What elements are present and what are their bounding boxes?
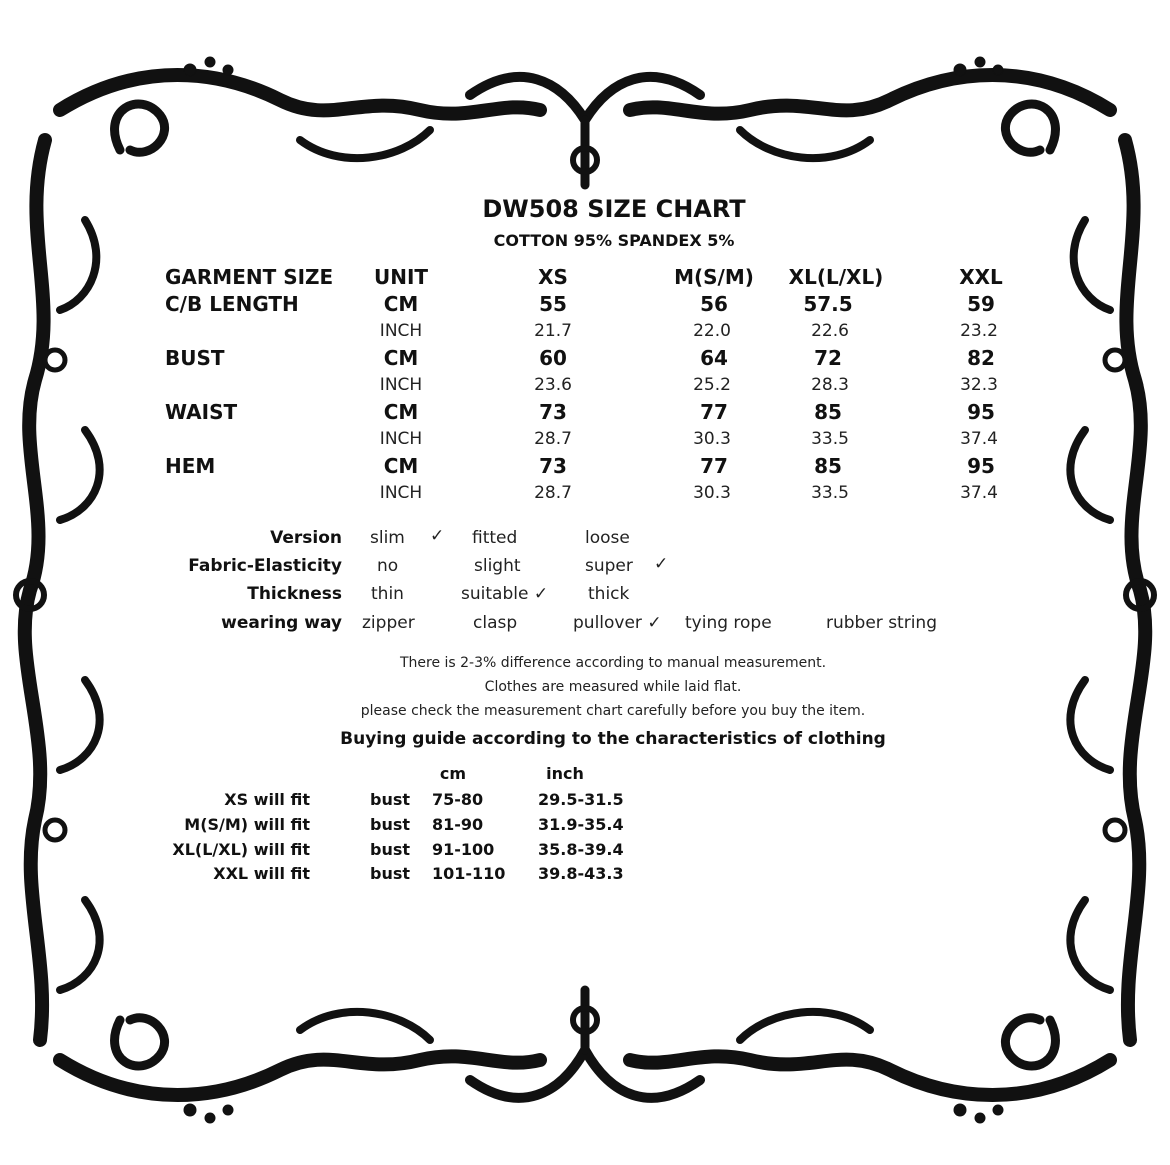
cm-value: 60 <box>539 346 567 370</box>
inch-value: 28.7 <box>534 483 572 503</box>
guide-size: XXL will fit <box>213 864 310 883</box>
check-mark: ✓ <box>654 554 669 574</box>
unit-cm: CM <box>383 292 419 316</box>
attr-label-fabric-elasticity: Fabric-Elasticity <box>188 556 342 576</box>
attr-option: no <box>377 556 399 576</box>
cm-value: 85 <box>814 400 842 424</box>
inch-value: 23.2 <box>960 321 998 341</box>
buying-guide-title: Buying guide according to the characteristics of clothing <box>340 729 886 749</box>
note-line: Clothes are measured while laid flat. <box>484 679 742 695</box>
attr-option: slim <box>370 528 405 548</box>
unit-cm: CM <box>383 400 419 424</box>
measure-label-waist: WAIST <box>165 400 238 424</box>
attr-option: suitable ✓ <box>461 584 549 604</box>
inch-value: 23.6 <box>534 375 572 395</box>
cm-value: 82 <box>967 346 995 370</box>
measure-label-cb-length: C/B LENGTH <box>165 292 299 316</box>
guide-cm: 101-110 <box>432 864 506 883</box>
guide-size: M(S/M) will fit <box>184 815 310 834</box>
attr-label-thickness: Thickness <box>247 584 342 604</box>
guide-cm: 91-100 <box>432 840 495 859</box>
inch-value: 28.7 <box>534 429 572 449</box>
inch-value: 32.3 <box>960 375 998 395</box>
fabric-composition: COTTON 95% SPANDEX 5% <box>493 231 735 250</box>
cm-value: 64 <box>700 346 728 370</box>
cm-value: 77 <box>700 400 728 424</box>
attr-option: clasp <box>473 613 518 633</box>
attr-option: fitted <box>472 528 518 548</box>
attr-option: loose <box>585 528 630 548</box>
cm-value: 56 <box>700 292 728 316</box>
measure-label-hem: HEM <box>165 454 216 478</box>
cm-value: 73 <box>539 454 567 478</box>
guide-part: bust <box>370 864 411 883</box>
inch-value: 28.3 <box>811 375 849 395</box>
cm-value: 95 <box>967 454 995 478</box>
inch-value: 37.4 <box>960 429 998 449</box>
check-mark: ✓ <box>430 526 445 546</box>
inch-value: 25.2 <box>693 375 731 395</box>
guide-size: XS will fit <box>224 790 310 809</box>
attr-option: tying rope <box>685 613 772 633</box>
guide-part: bust <box>370 815 411 834</box>
note-line: There is 2-3% difference according to manual measurement. <box>399 655 827 671</box>
attr-option: thin <box>371 584 404 604</box>
cm-value: 73 <box>539 400 567 424</box>
attr-option: rubber string <box>826 613 937 633</box>
cm-value: 77 <box>700 454 728 478</box>
size-header-xl: XL(L/XL) <box>788 265 884 289</box>
cm-value: 55 <box>539 292 567 316</box>
inch-value: 30.3 <box>693 483 731 503</box>
attr-label-version: Version <box>270 528 342 548</box>
attr-option: pullover ✓ <box>573 613 662 633</box>
attr-option: zipper <box>362 613 415 633</box>
guide-cm: 81-90 <box>432 815 484 834</box>
guide-part: bust <box>370 790 411 809</box>
guide-inch: 31.9-35.4 <box>538 815 624 834</box>
unit-header: UNIT <box>373 265 429 289</box>
cm-value: 95 <box>967 400 995 424</box>
guide-col-inch: inch <box>546 764 584 783</box>
cm-value: 59 <box>967 292 995 316</box>
size-header-m: M(S/M) <box>674 265 754 289</box>
attr-option: super <box>585 556 633 576</box>
size-header-xs: XS <box>538 265 568 289</box>
measure-label-bust: BUST <box>165 346 225 370</box>
inch-value: 21.7 <box>534 321 572 341</box>
guide-cm: 75-80 <box>432 790 484 809</box>
unit-cm: CM <box>383 454 419 478</box>
guide-inch: 39.8-43.3 <box>538 864 624 883</box>
page-title: DW508 SIZE CHART <box>482 195 746 223</box>
unit-inch: INCH <box>379 321 423 341</box>
unit-inch: INCH <box>379 375 423 395</box>
size-header-xxl: XXL <box>959 265 1003 289</box>
guide-size: XL(L/XL) will fit <box>172 840 310 859</box>
inch-value: 33.5 <box>811 483 849 503</box>
attr-option: slight <box>474 556 521 576</box>
guide-col-cm: cm <box>439 764 467 783</box>
inch-value: 33.5 <box>811 429 849 449</box>
guide-part: bust <box>370 840 411 859</box>
inch-value: 37.4 <box>960 483 998 503</box>
cm-value: 57.5 <box>803 292 853 316</box>
cm-value: 85 <box>814 454 842 478</box>
unit-inch: INCH <box>379 429 423 449</box>
attr-label-wearing-way: wearing way <box>221 613 342 633</box>
inch-value: 30.3 <box>693 429 731 449</box>
inch-value: 22.0 <box>693 321 731 341</box>
garment-size-header: GARMENT SIZE <box>165 265 334 289</box>
guide-inch: 29.5-31.5 <box>538 790 624 809</box>
attr-option: thick <box>588 584 630 604</box>
guide-inch: 35.8-39.4 <box>538 840 624 859</box>
inch-value: 22.6 <box>811 321 849 341</box>
unit-cm: CM <box>383 346 419 370</box>
cm-value: 72 <box>814 346 842 370</box>
note-line: please check the measurement chart carefully before you buy the item. <box>360 703 866 719</box>
unit-inch: INCH <box>379 483 423 503</box>
